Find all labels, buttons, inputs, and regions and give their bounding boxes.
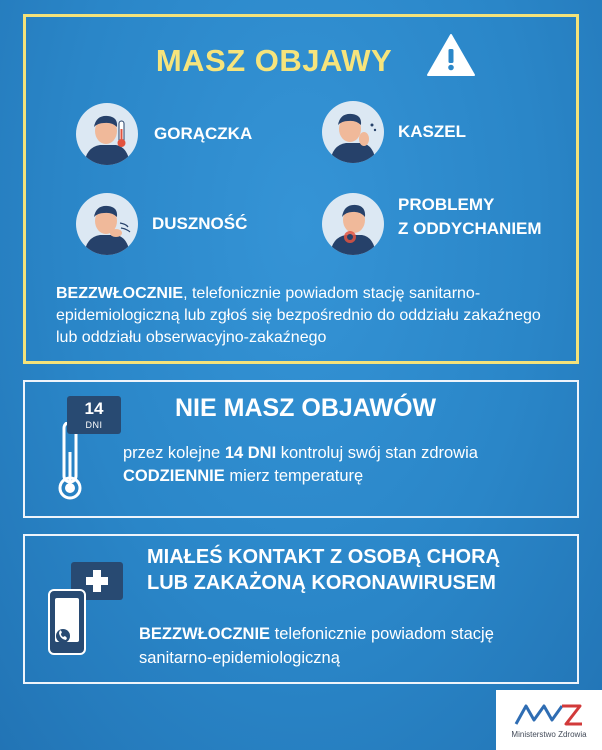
no-symptoms-instructions [123,442,568,488]
breathing-problems-line2: Z ODDYCHANIEM [398,219,542,238]
calendar-days-unit: DNI [85,420,103,430]
contact-title [147,544,500,596]
fever-icon [76,103,138,165]
symptom-fever-label: GORĄCZKA [154,124,253,143]
symptom-breathing-problems-label [398,193,542,241]
immediately-bold: BEZZWŁOCZNIE [56,285,184,302]
contact-title-line2: LUB ZAKAŻONĄ KORONAWIRUSEM [147,572,496,594]
breathing-problems-icon [322,193,384,255]
symptom-cough-label: KASZEL [398,122,466,141]
breathing-problems-line1: PROBLEMY [398,195,495,214]
contact-immediately-bold: BEZZWŁOCZNIE [139,625,271,643]
contact-title-line1: MIAŁEŚ KONTAKT Z OSOBĄ CHORĄ [147,546,500,568]
thermometer-icon [55,422,85,502]
contact-instructions-rest: telefonicznie powiadom stację sanitarno-epidemiologiczną [139,625,494,667]
line2-post: mierz temperaturę [224,467,364,485]
warning-icon [426,33,476,77]
no-symptoms-panel [23,380,579,518]
calendar-badge [67,396,121,434]
symptoms-instructions-rest: , telefonicznie powiadom stację sanitarno-epidemiologiczną lub zgłoś się bezpośrednio do oddziału zakaźnego lub oddziału obserwacyjno-zakaźnego [56,285,541,346]
ministry-logo-text: Ministerstwo Zdrowia [511,730,587,739]
ministry-logo [496,690,602,750]
ministry-logo-icon [514,700,584,728]
breathlessness-icon [76,193,138,255]
symptoms-instructions [56,283,566,349]
contact-instructions [139,622,569,670]
line1-post: kontroluj swój stan zdrowia [276,444,478,462]
phone-medical-icon [41,556,131,656]
symptoms-panel [23,14,579,364]
line1-pre: przez kolejne [123,444,225,462]
symptoms-title-text: MASZ OBJAWY [155,43,393,78]
line2-bold: CODZIENNIE [123,467,225,485]
line1-bold: 14 DNI [224,444,277,462]
cough-icon [322,101,384,163]
no-symptoms-title: NIE MASZ OBJAWÓW [175,394,437,422]
calendar-days-number: 14 [84,399,104,418]
symptom-breathlessness-label: DUSZNOŚĆ [152,214,248,233]
symptoms-title [26,43,582,79]
contact-panel [23,534,579,684]
